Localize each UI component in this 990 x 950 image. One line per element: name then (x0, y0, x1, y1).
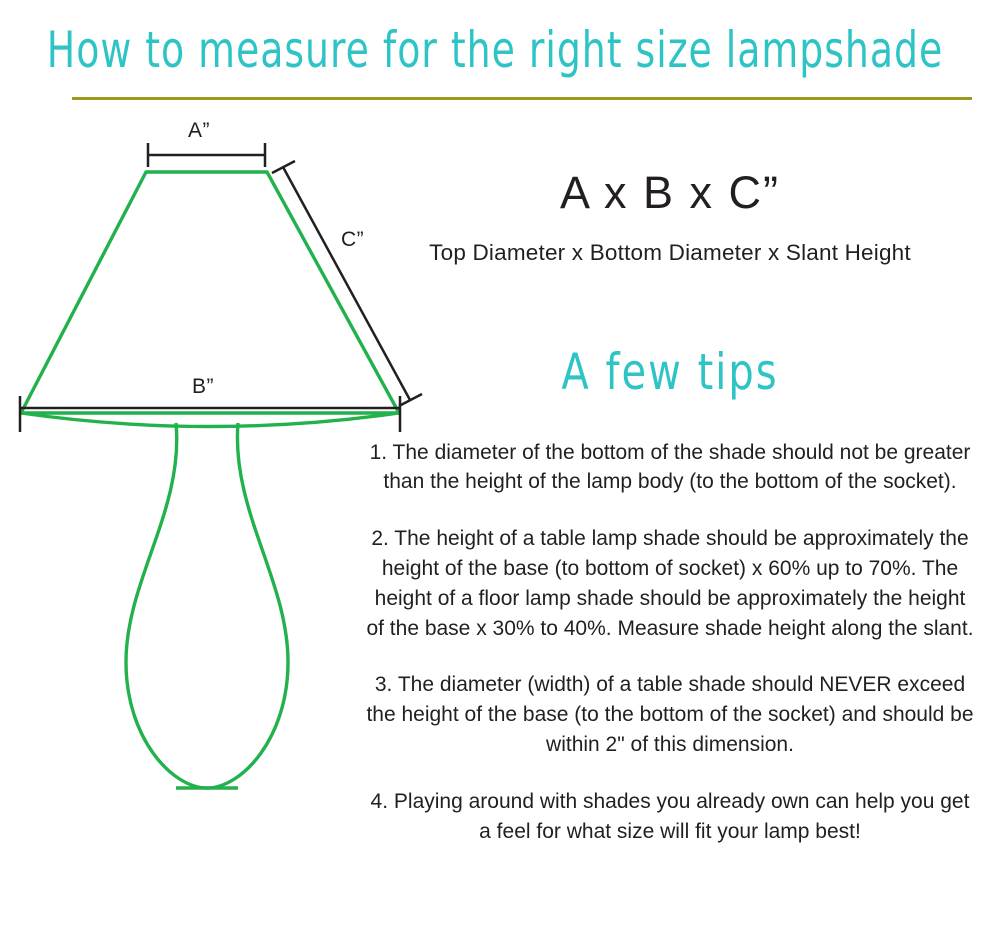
header-divider (72, 97, 972, 100)
list-item: 3. The diameter (width) of a table shade should NEVER exceed the height of the base (to the bottom of the socket) and should be within 2" of this dimension. (366, 673, 974, 756)
info-panel (360, 168, 980, 846)
formula-expression: A x B x C” (559, 167, 781, 218)
list-item: 1. The diameter of the bottom of the shade should not be greater than the height of the lamp body (to the bottom of the socket). (369, 440, 971, 494)
formula-description: Top Diameter x Bottom Diameter x Slant Height (429, 239, 911, 265)
page-header (0, 22, 990, 80)
tips-heading: A few tips (561, 343, 779, 401)
top-diameter-dimension (148, 143, 265, 167)
label-bottom-diameter: B” (192, 375, 214, 398)
tips-list (360, 438, 980, 847)
list-item: 4. Playing around with shades you already own can help you get a feel for what size will fit your lamp best! (370, 789, 970, 843)
label-top-diameter: A” (188, 119, 210, 142)
lamp-base-outline (126, 423, 288, 788)
list-item: 2. The height of a table lamp shade should be approximately the height of the base (to bottom of socket) x 60% up to 70%. The height of a floor lamp shade should be approximately the height of the base x 30% to 40%. Measure shade height along the slant. (366, 527, 974, 640)
page-title: How to measure for the right size lampshade (46, 22, 944, 80)
label-slant-height: C” (341, 228, 365, 251)
